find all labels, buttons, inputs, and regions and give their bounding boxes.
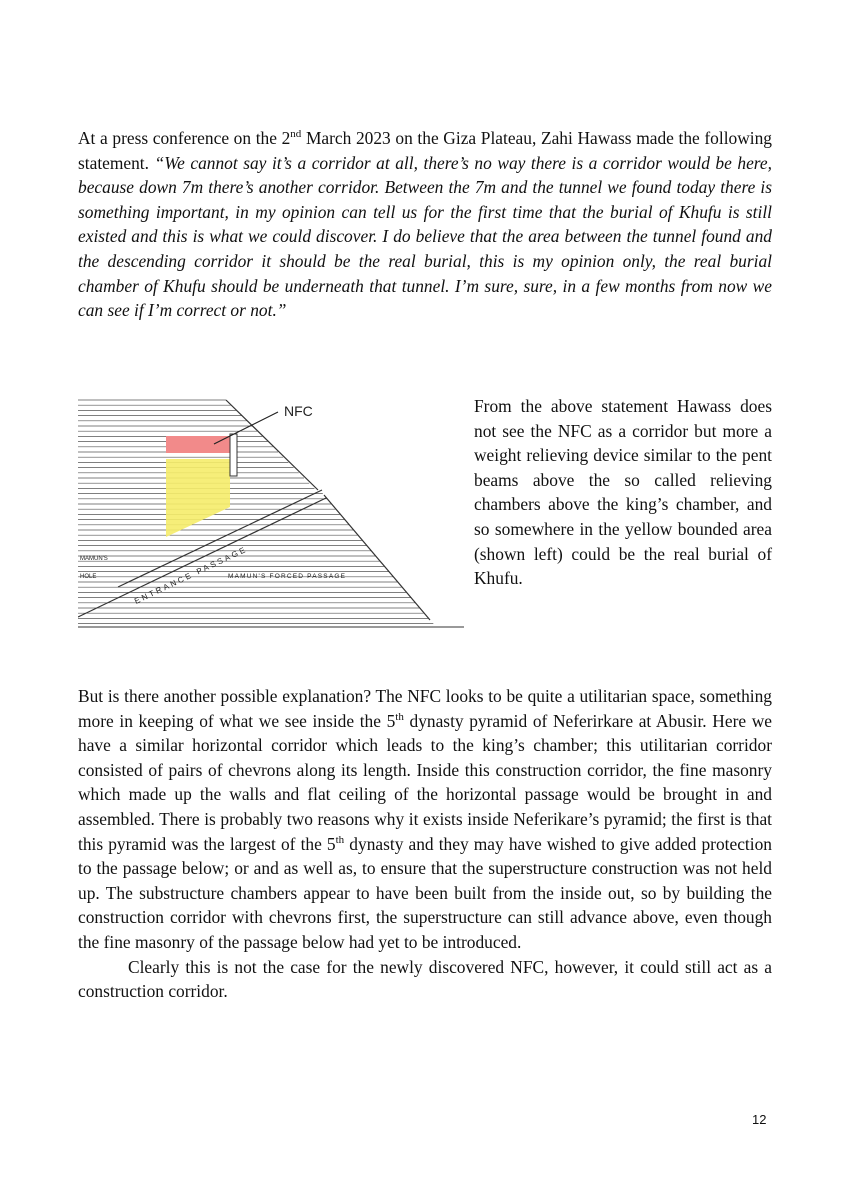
burial-area-highlight	[166, 459, 230, 537]
hawass-quote: “We cannot say it’s a corridor at all, there’s no way there is a corridor would be here, because down 7m there’s another corridor. Between the 7m and the tunnel we found today there is something important, in my opinion can tell us for the first time that the burial of Khufu is still existed and this is what we could discover. I do believe that the area between the tunnel found and the descending corridor it should be the real burial, this is my opinion only, the real burial chamber of Khufu should be underneath that tunnel. I’m sure, sure, in a few months from now we can see if I’m correct or not.”	[78, 152, 772, 321]
text: But is there another possible explanation? The NFC looks to be quite a utilitarian space, something more in keeping of what we see inside the 5	[78, 686, 772, 731]
forced-passage-label: MAMUN'S FORCED PASSAGE	[228, 573, 347, 580]
text: dynasty pyramid of Neferirkare at Abusir. Here we have a similar horizontal corridor which leads to the king’s chamber; this utilitarian corridor consisted of pairs of chevrons along its length. Inside this construction corridor, the fine masonry which made up the walls and flat ceiling of the horizontal passage would be brought in and assembled. There is probably two reasons why it exists inside Neferikare’s pyramid; the first is that this pyramid was the largest of the 5	[78, 710, 772, 854]
superscript: th	[335, 833, 345, 846]
masonry-courses	[78, 400, 433, 624]
text: dynasty and they may have wished to give added protection to the passage below; or and as well as, to ensure that the superstructure construction was not held up. The substructure chambers appear to have been built from the inside out, so by building the construction corridor with chevrons first, the superstructure can still advance above, even though the fine masonry of the passage below had yet to be introduced.	[78, 833, 772, 952]
nfc-corridor-block	[230, 434, 237, 476]
paragraph-press-conference	[78, 126, 772, 323]
paragraph-conclusion: Clearly this is not the case for the newly discovered NFC, however, it could still act as a construction corridor.	[78, 956, 772, 1002]
figure-caption-text: From the above statement Hawass does not see the NFC as a corridor but more a weight relieving device similar to the pent beams above the so called relieving chambers above the king’s chamber, and so somewhere in the yellow bounded area (shown left) could be the real burial of Khufu.	[474, 396, 772, 589]
nfc-arrow	[214, 412, 278, 444]
pyramid-cross-section-figure	[78, 392, 464, 632]
superscript: th	[395, 710, 404, 723]
lower-text-block	[78, 684, 772, 1004]
entrance-passage-label: ENTRANCE PASSAGE	[132, 544, 249, 606]
superscript: nd	[290, 128, 302, 141]
text: March 2023 on the Giza Plateau, Zahi Hawass made the following statement.	[78, 128, 773, 173]
nfc-label: NFC	[284, 403, 313, 419]
hole-label-2: HOLE	[80, 574, 97, 580]
text: At a press conference on the 2	[78, 128, 291, 148]
page-number: 12	[752, 1112, 767, 1127]
nfc-highlight	[166, 436, 232, 453]
hole-label-1: MAMUN'S	[80, 556, 108, 562]
pyramid-lower-face	[324, 495, 430, 620]
paragraph-explanation	[78, 684, 772, 955]
